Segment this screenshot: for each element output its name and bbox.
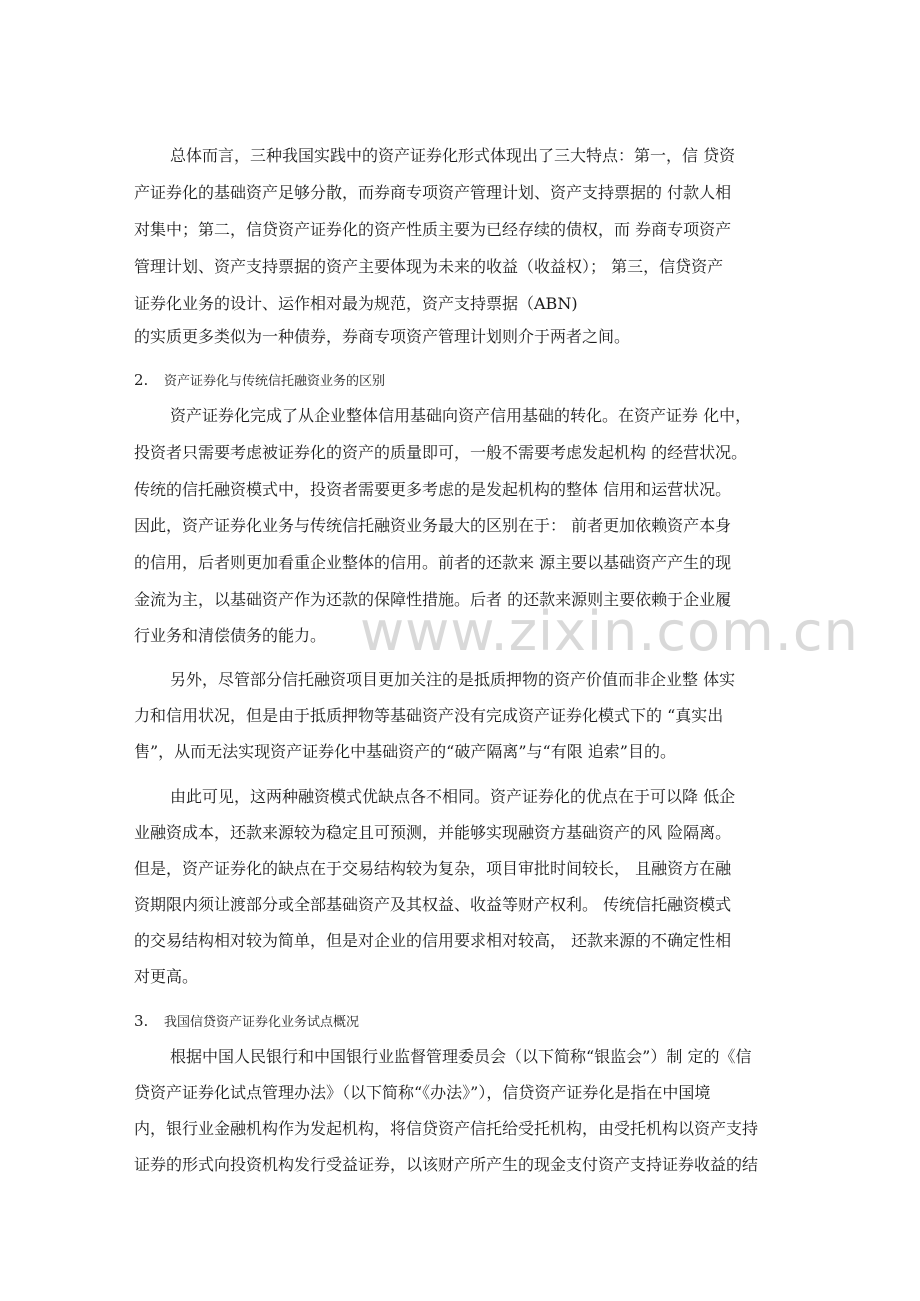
- paragraph-line: 总体而言，三种我国实践中的资产证券化形式体现出了三大特点：第一，信 贷资: [170, 146, 736, 165]
- section-heading: [134, 371, 385, 391]
- paragraph-line: 内，银行业金融机构作为发起机构，将信贷资产信托给受托机构，由受托机构以资产支持: [134, 1119, 759, 1138]
- paragraph-line: 资产证券化完成了从企业整体信用基础向资产信用基础的转化。在资产证券 化中，: [170, 406, 752, 425]
- paragraph-line: 贷资产证券化试点管理办法》（以下简称“《办法》”），信贷资产证券化是指在中国境: [134, 1083, 711, 1102]
- paragraph-line: 但是，资产证券化的缺点在于交易结构较为复杂，项目审批时间较长， 且融资方在融: [134, 859, 732, 878]
- section-number: 2.: [134, 371, 149, 389]
- paragraph-line: 证券化业务的设计、运作相对最为规范，资产支持票据（ABN): [134, 294, 578, 313]
- paragraph-line: 业融资成本，还款来源较为稳定且可预测，并能够实现融资方基础资产的风 险隔离。: [134, 823, 732, 842]
- paragraph-line: 传统的信托融资模式中，投资者需要更多考虑的是发起机构的整体 信用和运营状况。: [134, 480, 732, 499]
- paragraph-line: 行业务和清偿债务的能力。: [134, 626, 327, 645]
- section-title: 资产证券化与传统信托融资业务的区别: [164, 374, 386, 389]
- paragraph-line: 管理计划、资产支持票据的资产主要体现为未来的收益（收益权）； 第三，信贷资产: [134, 257, 724, 276]
- paragraph-line: 力和信用状况，但是由于抵质押物等基础资产没有完成资产证券化模式下的 “真实出: [134, 706, 724, 725]
- paragraph-line: 投资者只需要考虑被证券化的资产的质量即可，一般不需要考虑发起机构 的经营状况。: [134, 443, 748, 462]
- watermark: www.zixin.com.cn: [360, 600, 859, 663]
- section-number: 3.: [134, 1012, 149, 1030]
- paragraph-line: 另外，尽管部分信托融资项目更加关注的是抵质押物的资产价值而非企业整 体实: [170, 670, 736, 689]
- paragraph-line: 资期限内须让渡部分或全部基础资产及其权益、收益等财产权利。 传统信托融资模式: [134, 895, 732, 914]
- paragraph-line: 的实质更多类似为一种债券，券商专项资产管理计划则介于两者之间。: [134, 327, 631, 346]
- paragraph-line: 由此可见，这两种融资模式优缺点各不相同。资产证券化的优点在于可以降 低企: [170, 787, 736, 806]
- paragraph-line: 售”，从而无法实现资产证券化中基础资产的“破产隔离”与“有限 追索”目的。: [134, 742, 676, 761]
- section-heading: [134, 1012, 359, 1032]
- paragraph-line: 因此，资产证券化业务与传统信托融资业务最大的区别在于： 前者更加依赖资产本身: [134, 516, 732, 535]
- paragraph-line: 的交易结构相对较为简单，但是对企业的信用要求相对较高， 还款来源的不确定性相: [134, 931, 732, 950]
- paragraph-line: 证券的形式向投资机构发行受益证券，以该财产所产生的现金支付资产支持证券收益的结: [134, 1155, 759, 1174]
- paragraph-line: 对集中；第二，信贷资产证券化的资产性质主要为已经存续的债权，而 券商专项资产: [134, 220, 732, 239]
- paragraph-line: 产证券化的基础资产足够分散，而券商专项资产管理计划、资产支持票据的 付款人相: [134, 183, 732, 202]
- paragraph-line: 的信用，后者则更加看重企业整体的信用。前者的还款来 源主要以基础资产产生的现: [134, 553, 732, 572]
- paragraph-line: 对更高。: [134, 967, 199, 986]
- paragraph-line: 根据中国人民银行和中国银行业监督管理委员会（以下简称“银监会”）制 定的《信: [170, 1047, 752, 1066]
- section-title: 我国信贷资产证券化业务试点概况: [164, 1015, 360, 1030]
- paragraph-line: 金流为主，以基础资产作为还款的保障性措施。后者 的还款来源则主要依赖于企业履: [134, 590, 732, 609]
